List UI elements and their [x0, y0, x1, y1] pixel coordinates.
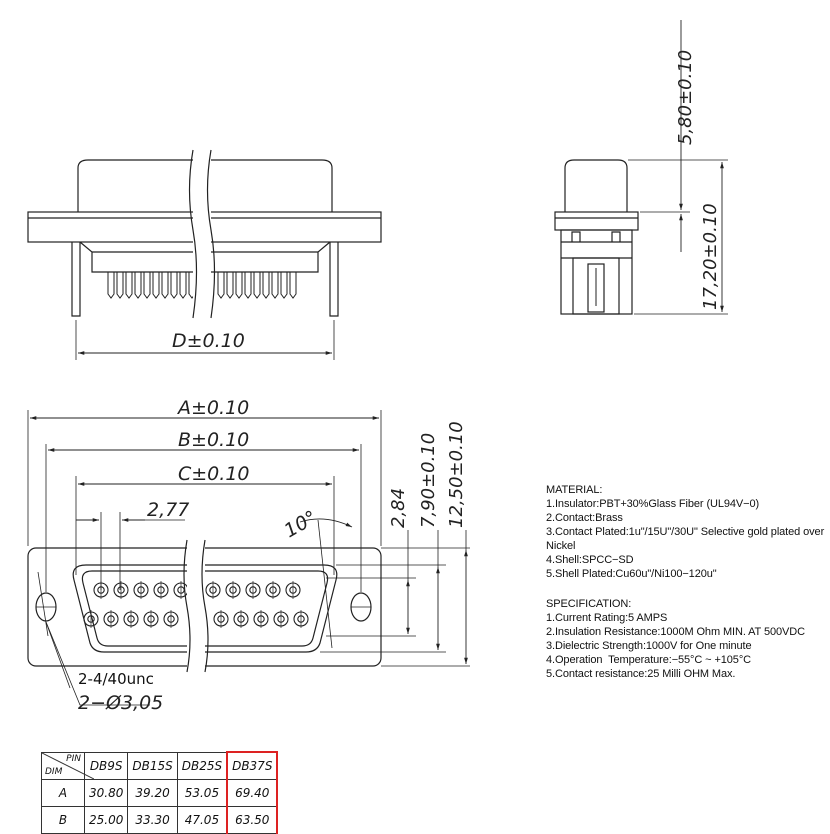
- top-view: [28, 150, 381, 360]
- dim-side-body-label: 17,20±0.10: [700, 203, 721, 310]
- dim-angle-label: 10°: [280, 506, 321, 543]
- spec-item: 3.Dielectric Strength:1000V for One minute: [546, 640, 752, 652]
- contact-pin: [246, 581, 260, 599]
- contact-pin: [286, 581, 300, 599]
- contact-pin: [214, 610, 228, 628]
- table-cell: 53.05: [177, 780, 227, 807]
- front-view: [28, 397, 470, 714]
- callout-mount-hole: 2−Ø3,05: [78, 692, 164, 714]
- contact-pin: [144, 610, 158, 628]
- material-title: MATERIAL:: [546, 484, 603, 496]
- table-header: DB25S: [177, 752, 227, 780]
- spec-item: 5.Contact resistance:25 Milli OHM Max.: [546, 668, 736, 680]
- row-label: A: [42, 780, 85, 807]
- table-cell-highlighted: 63.50: [227, 807, 277, 834]
- contact-pin: [226, 581, 240, 599]
- contact-pin: [164, 610, 178, 628]
- contact-pin: [104, 610, 118, 628]
- table-cell: 47.05: [177, 807, 227, 834]
- side-view: [555, 20, 728, 314]
- spec-item: 1.Current Rating:5 AMPS: [546, 612, 668, 624]
- row-label: B: [42, 807, 85, 834]
- table-cell: 39.20: [128, 780, 177, 807]
- dim-a-label: A±0.10: [178, 397, 250, 419]
- table-row: [42, 780, 278, 807]
- material-item: 5.Shell Plated:Cu60u"/Ni100−120u": [546, 568, 717, 580]
- dim-side-total-label: 5,80±0.10: [675, 49, 696, 145]
- dim-d-label: D±0.10: [172, 330, 245, 352]
- spec-item: 4.Operation Temperature:−55°C ~ +105°C: [546, 654, 751, 666]
- dim-h-large-label: 12,50±0.10: [446, 421, 467, 528]
- table-cell: 25.00: [85, 807, 128, 834]
- contact-pin: [114, 581, 128, 599]
- table-cell: 30.80: [85, 780, 128, 807]
- table-corner-cell: [42, 752, 85, 780]
- spec-item: 2.Insulation Resistance:1000M Ohm MIN. AT 500VDC: [546, 626, 805, 638]
- contact-pin: [234, 610, 248, 628]
- dim-h-mid-label: 7,90±0.10: [418, 432, 439, 528]
- table-header: DB15S: [128, 752, 177, 780]
- callout-screw-thread: 2-4/40unc: [78, 670, 154, 688]
- dim-pitch-label: 2,77: [147, 499, 190, 521]
- notes-block: [546, 483, 826, 681]
- dim-h-small-label: 2,84: [388, 487, 409, 528]
- material-item: 1.Insulator:PBT+30%Glass Fiber (UL94V−0): [546, 498, 760, 510]
- contact-pin: [206, 581, 220, 599]
- contact-pin: [274, 610, 288, 628]
- dimension-table: [41, 751, 278, 834]
- contact-pin: [294, 610, 308, 628]
- dim-b-label: B±0.10: [178, 429, 250, 451]
- contact-pin: [254, 610, 268, 628]
- table-header-highlighted: DB37S: [227, 752, 277, 780]
- contact-pin: [124, 610, 138, 628]
- contact-pin: [154, 581, 168, 599]
- table-header: DB9S: [85, 752, 128, 780]
- table-cell: 33.30: [128, 807, 177, 834]
- table-row: [42, 807, 278, 834]
- table-cell-highlighted: 69.40: [227, 780, 277, 807]
- dim-c-label: C±0.10: [178, 463, 250, 485]
- material-item: 3.Contact Plated:1u"/15U"/30U" Selective gold plated over Nickel: [546, 526, 828, 552]
- corner-dim-label: DIM: [45, 767, 63, 777]
- material-item: 4.Shell:SPCC−SD: [546, 554, 634, 566]
- contact-pin: [266, 581, 280, 599]
- specification-title: SPECIFICATION:: [546, 598, 632, 610]
- table-header-row: [42, 752, 278, 780]
- material-item: 2.Contact:Brass: [546, 512, 623, 524]
- contact-pin: [134, 581, 148, 599]
- corner-pin-label: PIN: [66, 753, 81, 764]
